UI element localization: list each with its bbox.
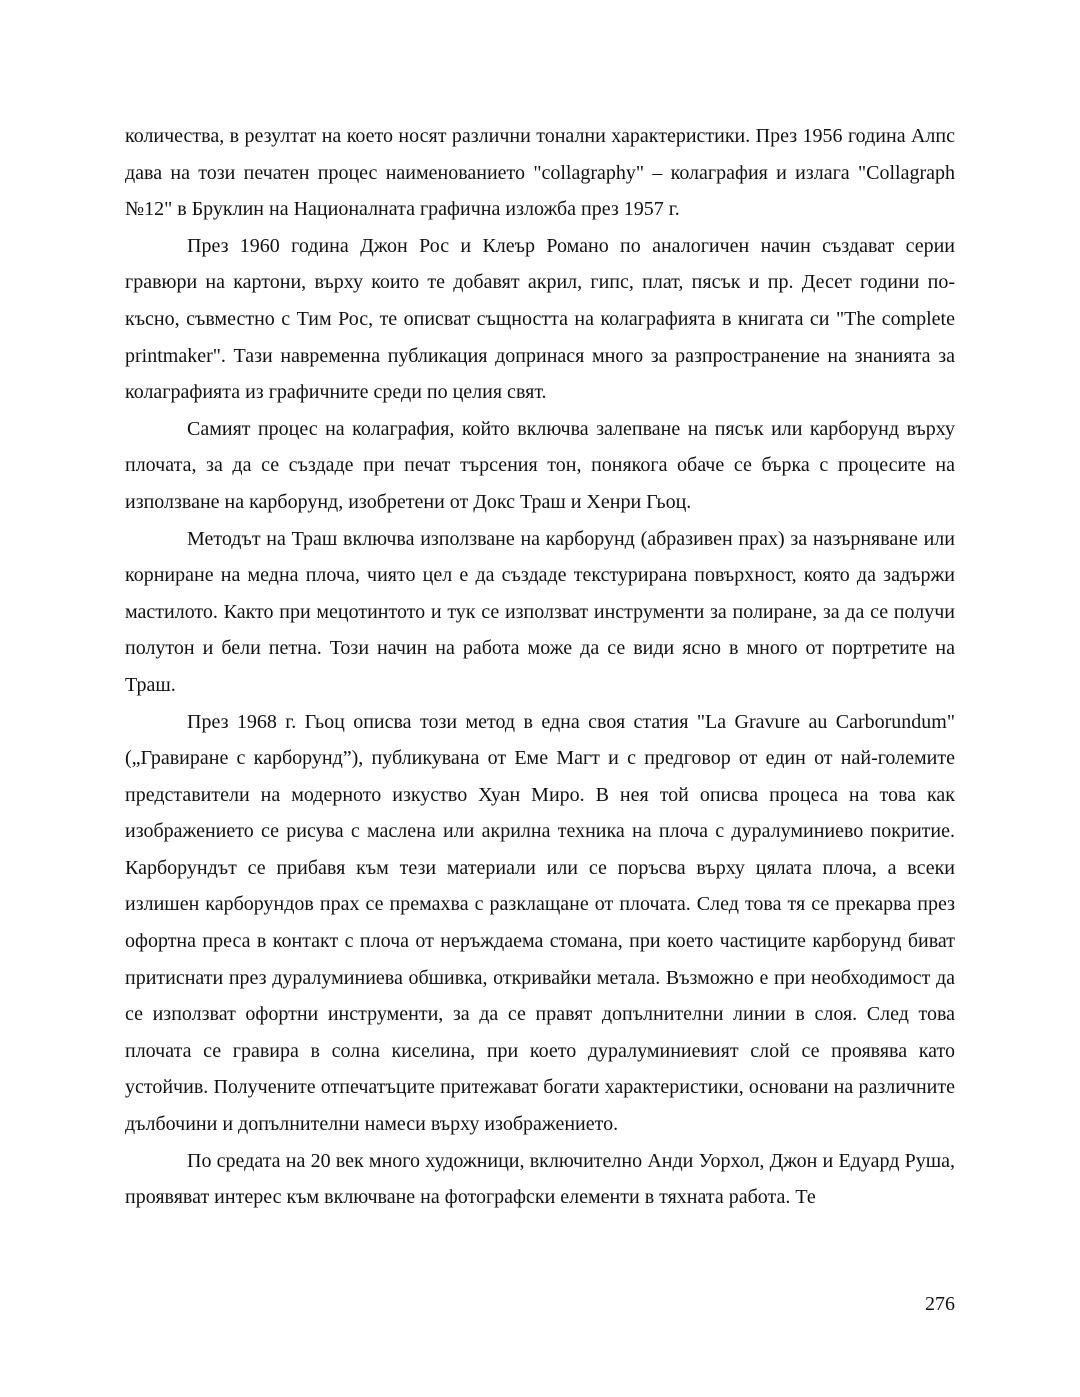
paragraph-goetz-method: През 1968 г. Гьоц описва този метод в една своя статия "La Gravure au Carborundum" („Гравиране с карборунд”), публикувана от Еме Магт и с предговор от един от най-големите представители на модерното изкуство Хуан Миро. В нея той описва процеса на това как изображението се рисува с маслена или акрилна техника на плоча с дуралуминиево покритие. Карборундът се прибавя към тези материали или се поръсва върху цялата плоча, а всеки излишен карборундов прах се премахва с разклащане от плочата. След това тя се прекарва през офортна преса в контакт с плоча от неръждаема стомана, при което частиците карборунд биват притиснати през дуралуминиева обшивка, откривайки метала. Възможно е при необходимост да се използват офортни инструменти, за да се правят допълнителни линии в слоя. След това плочата се гравира в солна киселина, при което дуралуминиевият слой се проявява като устойчив. Получените отпечатъците притежават богати характеристики, основани на различните дълбочини и допълнителни намеси върху изображението. [125,710,955,1136]
page-number: 276 [925,1293,955,1315]
paragraph-mid-century: По средата на 20 век много художници, включително Анди Уорхол, Джон и Едуард Руша, проявяват интерес към включване на фотографски елементи в тяхната работа. Те [125,1149,955,1209]
paragraph-ross-romano: През 1960 година Джон Рос и Клеър Романо по аналогичен начин създават серии гравюри на картони, върху които те добавят акрил, гипс, плат, пясък и пр. Десет години по-късно, съвместно с Тим Рос, те описват същността на колаграфията в книгата си "The complete printmaker". Тази навременна публикация допринася много за разпространение на знанията за колаграфията из графичните среди по целия свят. [125,234,955,404]
body-text [125,118,955,1216]
paragraph-collagraphy-process: Самият процес на колаграфия, който включва залепване на пясък или карборунд върху плочата, за да се създаде при печат търсения тон, понякога обаче се бърка с процесите на използване на карборунд, изобретени от Докс Траш и Хенри Гьоц. [125,417,955,513]
paragraph-continuation: количества, в резултат на което носят различни тонални характеристики. През 1956 година Алпс дава на този печатен процес наименованието "collagraphy" – колаграфия и излага "Collagraph №12" в Бруклин на Националната графична изложба през 1957 г. [125,125,955,221]
paragraph-trash-method: Методът на Траш включва използване на карборунд (абразивен прах) за назърняване или корниране на медна плоча, чиято цел е да създаде текстурирана повърхност, която да задържи мастилото. Както при мецотинтото и тук се използват инструменти за полиране, за да се получи полутон и бели петна. Този начин на работа може да се види ясно в много от портретите на Траш. [125,527,955,696]
